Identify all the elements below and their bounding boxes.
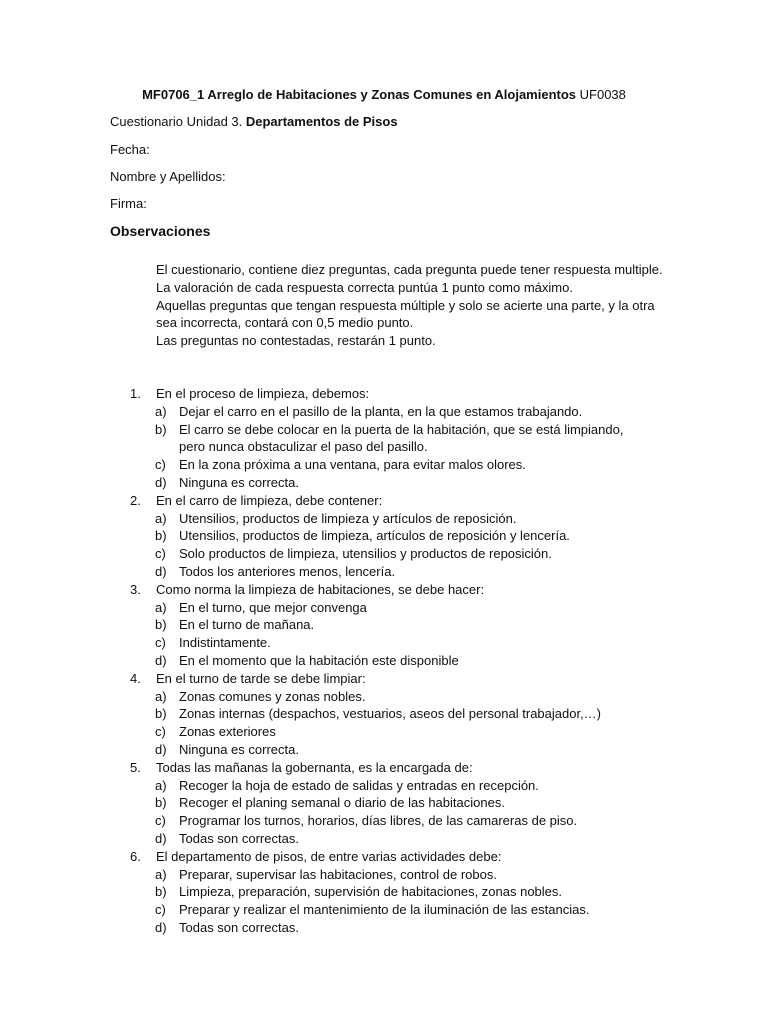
- option-letter: a): [155, 777, 167, 793]
- subtitle-bold: Departamentos de Pisos: [245, 114, 398, 129]
- answer-option: [130, 812, 650, 830]
- answer-option: [130, 563, 650, 581]
- question-text: En el proceso de limpieza, debemos: 1.: [130, 386, 370, 401]
- option-list: [130, 688, 650, 759]
- option-letter: a): [155, 510, 167, 526]
- answer-option: [130, 634, 650, 652]
- option-text: Dejar el carro en el pasillo de la planta, en la que estamos trabajando.: [179, 403, 583, 419]
- option-text: En el momento que la habitación este disponible: [179, 652, 459, 668]
- answer-option: [130, 866, 650, 884]
- answer-option: [130, 830, 650, 848]
- answer-option: [130, 688, 650, 706]
- option-text: En la zona próxima a una ventana, para evitar malos olores.: [179, 457, 526, 473]
- option-text: El carro se debe colocar en la puerta de la habitación, que se está limpiando, pero nunca obstaculizar el paso del pasillo.: [179, 421, 624, 455]
- option-text: Recoger la hoja de estado de salidas y entradas en recepción.: [179, 777, 539, 793]
- answer-option: [130, 741, 650, 759]
- option-text: Ninguna es correcta.: [179, 474, 299, 490]
- option-letter: a): [155, 403, 167, 419]
- question-text: En el carro de limpieza, debe contener: 2.: [130, 492, 383, 508]
- observations-heading: Observaciones: [110, 223, 211, 239]
- document-title: [0, 86, 768, 104]
- question-number: 1.: [130, 386, 141, 401]
- option-text: Todas son correctas.: [179, 830, 299, 846]
- option-letter: d): [155, 741, 167, 757]
- question-text: Todas las mañanas la gobernanta, es la encargada de: 5.: [130, 759, 473, 775]
- question-number: 5.: [130, 759, 141, 775]
- option-text: Utensilios, productos de limpieza y artículos de reposición.: [179, 510, 517, 526]
- option-letter: c): [155, 635, 166, 651]
- option-text: Recoger el planing semanal o diario de las habitaciones.: [179, 795, 505, 811]
- option-letter: d): [155, 830, 167, 846]
- question-item: [130, 492, 650, 581]
- question-number: 3.: [130, 581, 141, 597]
- option-letter: b): [155, 528, 167, 544]
- option-text: Limpieza, preparación, supervisión de habitaciones, zonas nobles.: [179, 884, 563, 900]
- option-text: Solo productos de limpieza, utensilios y productos de reposición.: [179, 546, 552, 562]
- answer-option: [130, 510, 650, 528]
- option-list: [130, 866, 650, 937]
- answer-option: [130, 403, 650, 421]
- option-letter: b): [155, 884, 167, 900]
- option-letter: d): [155, 919, 167, 935]
- option-letter: b): [155, 617, 167, 633]
- question-number: 6.: [130, 848, 141, 864]
- option-letter: c): [155, 457, 166, 473]
- observation-paragraph: La valoración de cada respuesta correcta puntúa 1 punto como máximo.: [156, 279, 573, 295]
- observation-paragraph: El cuestionario, contiene diez preguntas, cada pregunta puede tener respuesta multiple.: [156, 262, 663, 277]
- option-letter: b): [155, 421, 167, 437]
- answer-option: [130, 599, 650, 617]
- option-text: Preparar y realizar el mantenimiento de la iluminación de las estancias.: [179, 902, 590, 918]
- option-letter: a): [155, 866, 167, 882]
- option-letter: d): [155, 474, 167, 490]
- answer-option: [130, 652, 650, 670]
- option-text: Ninguna es correcta.: [179, 741, 299, 757]
- answer-option: [130, 919, 650, 937]
- answer-option: [130, 545, 650, 563]
- answer-option: [130, 883, 650, 901]
- observation-paragraph: Aquellas preguntas que tengan respuesta múltiple y solo se acierte una parte, y la otra sea incorrecta, contará con 0,5 medio punto.: [156, 297, 655, 331]
- option-text: Indistintamente.: [179, 635, 271, 651]
- question-text: Como norma la limpieza de habitaciones, se debe hacer: 3.: [130, 581, 485, 597]
- answer-option: [130, 474, 650, 492]
- option-text: Programar los turnos, horarios, días libres, de las camareras de piso.: [179, 813, 578, 829]
- option-letter: a): [155, 599, 167, 615]
- option-text: Zonas comunes y zonas nobles.: [179, 688, 366, 704]
- answer-option: [130, 901, 650, 919]
- option-text: Zonas exteriores: [179, 724, 276, 740]
- question-item: [130, 848, 650, 937]
- answer-option: [130, 794, 650, 812]
- option-list: [130, 777, 650, 848]
- answer-option: [130, 777, 650, 795]
- option-text: Todos los anteriores menos, lencería.: [179, 563, 396, 579]
- name-field-label: Nombre y Apellidos:: [110, 169, 226, 184]
- option-text: En el turno de mañana.: [179, 617, 315, 633]
- observation-paragraph: Las preguntas no contestadas, restarán 1 punto.: [156, 333, 436, 349]
- option-letter: c): [155, 813, 166, 829]
- answer-option: [130, 705, 650, 723]
- question-item: [130, 670, 650, 759]
- option-letter: c): [155, 724, 166, 740]
- option-letter: d): [155, 652, 167, 668]
- option-letter: c): [155, 902, 166, 918]
- option-text: Todas son correctas.: [179, 919, 299, 935]
- option-letter: d): [155, 563, 167, 579]
- option-letter: b): [155, 706, 167, 722]
- answer-option: [130, 616, 650, 634]
- document-subtitle: [110, 113, 398, 131]
- question-text: En el turno de tarde se debe limpiar: 4.: [130, 670, 366, 686]
- option-text: Preparar, supervisar las habitaciones, control de robos.: [179, 866, 497, 882]
- question-item: [130, 581, 650, 670]
- answer-option: [130, 723, 650, 741]
- option-text: Zonas internas (despachos, vestuarios, aseos del personal trabajador,…): [179, 706, 602, 722]
- question-number: 2.: [130, 492, 141, 508]
- option-text: En el turno, que mejor convenga: [179, 599, 367, 615]
- option-letter: c): [155, 546, 166, 562]
- option-list: [130, 599, 650, 670]
- signature-field-label: Firma:: [110, 196, 147, 211]
- question-number: 4.: [130, 670, 141, 686]
- question-item: [130, 385, 650, 492]
- option-letter: b): [155, 795, 167, 811]
- option-text: Utensilios, productos de limpieza, artículos de reposición y lencería.: [179, 528, 570, 544]
- question-list: [130, 385, 650, 937]
- option-list: [130, 403, 650, 492]
- title-bold: MF0706_1 Arreglo de Habitaciones y Zonas Comunes en Alojamientos: [142, 87, 577, 102]
- title-code: UF0038: [576, 87, 626, 102]
- answer-option: [130, 527, 650, 545]
- answer-option: [130, 456, 650, 474]
- option-letter: a): [155, 688, 167, 704]
- question-item: [130, 759, 650, 848]
- option-list: [130, 510, 650, 581]
- observations-text: [156, 261, 676, 350]
- subtitle-prefix: Cuestionario Unidad 3.: [110, 114, 246, 129]
- answer-option: [130, 421, 650, 457]
- date-field-label: Fecha:: [110, 142, 150, 157]
- question-text: El departamento de pisos, de entre varias actividades debe: 6.: [130, 848, 502, 864]
